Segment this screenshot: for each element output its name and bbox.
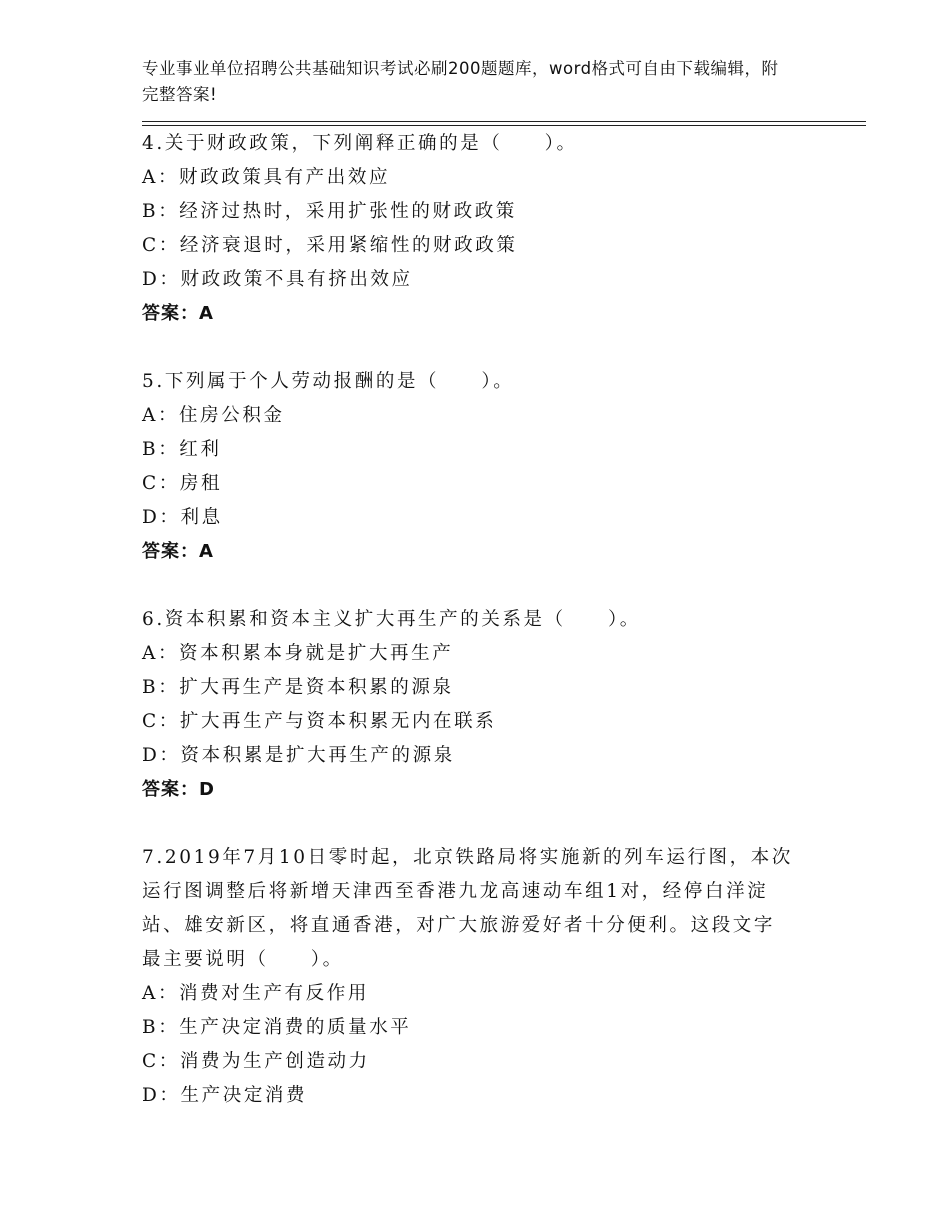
header-divider-bottom — [142, 125, 866, 126]
header-divider-top — [142, 121, 866, 122]
question-stem-line: 7.2019年7月10日零时起，北京铁路局将实施新的列车运行图，本次 — [142, 847, 793, 868]
question-5 — [142, 365, 822, 569]
option-d: D：生产决定消费 — [142, 1085, 308, 1106]
option-c: C：消费为生产创造动力 — [142, 1051, 370, 1072]
answer-label: 答案：A — [142, 541, 214, 562]
question-4 — [142, 127, 822, 331]
option-c: C：扩大再生产与资本积累无内在联系 — [142, 711, 497, 732]
option-b: B：扩大再生产是资本积累的源泉 — [142, 677, 454, 698]
answer-label: 答案：D — [142, 779, 215, 800]
option-a: A：资本积累本身就是扩大再生产 — [142, 643, 454, 664]
question-list — [142, 127, 822, 1113]
option-b: B：红利 — [142, 439, 222, 460]
option-d: D：利息 — [142, 507, 223, 528]
option-a: A：消费对生产有反作用 — [142, 983, 369, 1004]
option-b: B：经济过热时，采用扩张性的财政政策 — [142, 201, 517, 222]
question-stem-line: 站、雄安新区，将直通香港，对广大旅游爱好者十分便利。这段文字 — [142, 915, 776, 936]
question-stem-line: 运行图调整后将新增天津西至香港九龙高速动车组1对，经停白洋淀 — [142, 881, 769, 902]
document-header — [142, 56, 792, 108]
question-stem: 4.关于财政政策，下列阐释正确的是（ ）。 — [142, 133, 578, 154]
option-d: D：资本积累是扩大再生产的源泉 — [142, 745, 455, 766]
option-d: D：财政政策不具有挤出效应 — [142, 269, 413, 290]
option-a: A：住房公积金 — [142, 405, 285, 426]
option-a: A：财政政策具有产出效应 — [142, 167, 391, 188]
question-7 — [142, 841, 822, 1113]
answer-label: 答案：A — [142, 303, 214, 324]
question-stem-line: 最主要说明（ ）。 — [142, 949, 344, 970]
header-text: 专业事业单位招聘公共基础知识考试必刷200题题库，word格式可自由下载编辑，附完整答案! — [142, 59, 779, 104]
option-c: C：经济衰退时，采用紧缩性的财政政策 — [142, 235, 518, 256]
question-stem: 6.资本积累和资本主义扩大再生产的关系是（ ）。 — [142, 609, 641, 630]
question-stem: 5.下列属于个人劳动报酬的是（ ）。 — [142, 371, 515, 392]
question-6 — [142, 603, 822, 807]
option-c: C：房租 — [142, 473, 223, 494]
option-b: B：生产决定消费的质量水平 — [142, 1017, 412, 1038]
